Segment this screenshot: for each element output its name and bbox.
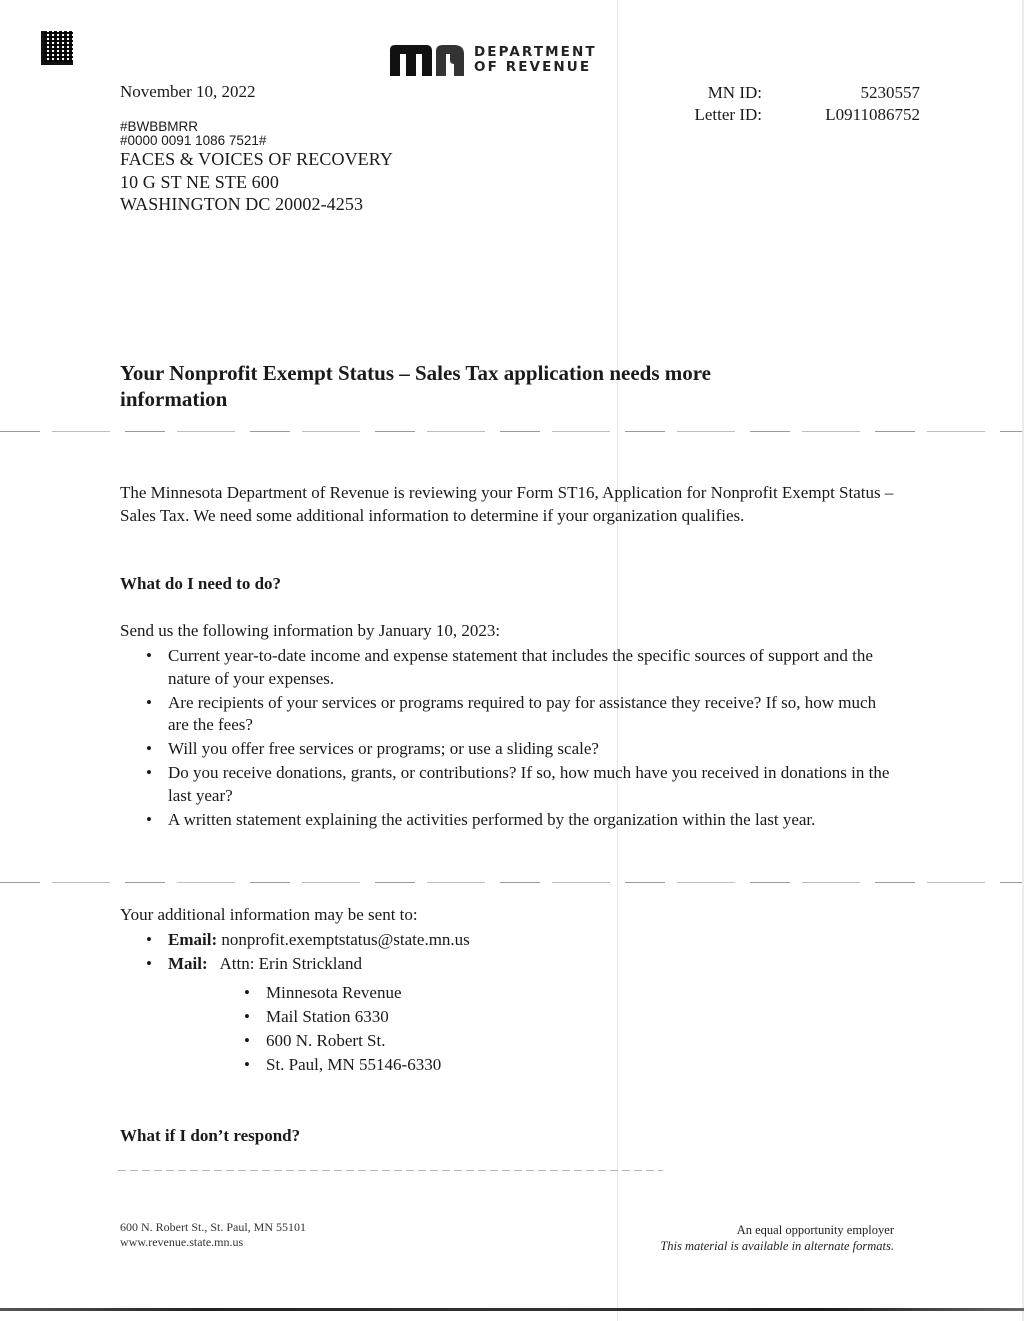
mn-id-value: 5230557: [860, 83, 920, 102]
footer-right: [660, 1222, 894, 1254]
mn-id-label: MN ID:: [707, 83, 762, 102]
letter-ids: [650, 82, 920, 126]
page-bottom-edge: [0, 1308, 1024, 1311]
mail-address-list: [218, 982, 441, 1078]
list-item: • 600 N. Robert St.: [218, 1030, 441, 1053]
recipient-city: WASHINGTON DC 20002-4253: [120, 194, 364, 214]
letter-id-row: [650, 104, 920, 126]
fold-line-horizontal: [0, 431, 1024, 432]
recipient-address: [120, 120, 393, 216]
mail-code-2: #0000 0091 1086 7521#: [120, 133, 267, 148]
footer-left: [120, 1220, 306, 1249]
requirements-list: [120, 645, 900, 833]
heading-no-response: What if I don’t respond?: [120, 1126, 301, 1145]
letter-title: Your Nonprofit Exempt Status – Sales Tax application needs more information: [120, 361, 711, 411]
deadline-lead: Send us the following information by January 10, 2023:: [120, 621, 501, 640]
recipient-name: FACES & VOICES OF RECOVERY: [120, 149, 393, 169]
mail-label: Mail:: [168, 954, 208, 973]
letter-id-value: L0911086752: [825, 105, 920, 124]
letter-date: November 10, 2022: [120, 82, 256, 101]
logo-text: DEPARTMENT OF REVENUE: [474, 44, 597, 75]
list-item: • Mail Station 6330: [218, 1006, 441, 1029]
contact-lead: Your additional information may be sent to:: [120, 905, 418, 924]
email-address-link[interactable]: nonprofit.exemptstatus@state.mn.us: [221, 930, 470, 949]
letter-id-label: Letter ID:: [694, 105, 762, 124]
mail-item: [120, 953, 820, 976]
mail-code-1: #BWBBMRR: [120, 119, 199, 134]
mn-id-row: [650, 82, 920, 104]
list-item: • Do you receive donations, grants, or contributions? If so, how much have you received in donations in the last year?: [120, 762, 900, 807]
list-item: • Will you offer free services or programs; or use a sliding scale?: [120, 738, 900, 761]
recipient-street: 10 G ST NE STE 600: [120, 171, 279, 192]
fold-line-horizontal: [0, 882, 1024, 883]
contact-list: [120, 929, 820, 977]
email-label: Email:: [168, 930, 218, 949]
footer-website-link[interactable]: www.revenue.state.mn.us: [120, 1234, 244, 1249]
intro-paragraph: The Minnesota Department of Revenue is reviewing your Form ST16, Application for Nonprofit Exempt Status – Sales Tax. We need some additional information to determine if your organization qualifies.: [120, 483, 894, 525]
footer-eoe: An equal opportunity employer: [736, 1223, 894, 1237]
datamatrix-barcode-icon: [41, 31, 73, 65]
heading-what-to-do: What do I need to do?: [120, 574, 282, 593]
email-item: [120, 929, 820, 952]
footer-alt-formats: This material is available in alternate formats.: [660, 1239, 894, 1253]
mn-logo-icon: [390, 44, 464, 76]
list-item: • Current year-to-date income and expense statement that includes the specific sources of support and the nature of your expenses.: [120, 645, 900, 690]
list-item: • Minnesota Revenue: [218, 982, 441, 1005]
mn-revenue-logo: [390, 44, 597, 76]
footer-address: 600 N. Robert St., St. Paul, MN 55101: [120, 1220, 307, 1234]
mail-attn: Attn: Erin Strickland: [219, 954, 363, 973]
list-item: • St. Paul, MN 55146-6330: [218, 1054, 441, 1077]
list-item: • A written statement explaining the activities performed by the organization within the last year.: [120, 809, 900, 832]
faint-text-line: [118, 1170, 663, 1171]
list-item: • Are recipients of your services or programs required to pay for assistance they receive? If so, how much are the fees?: [120, 692, 900, 737]
